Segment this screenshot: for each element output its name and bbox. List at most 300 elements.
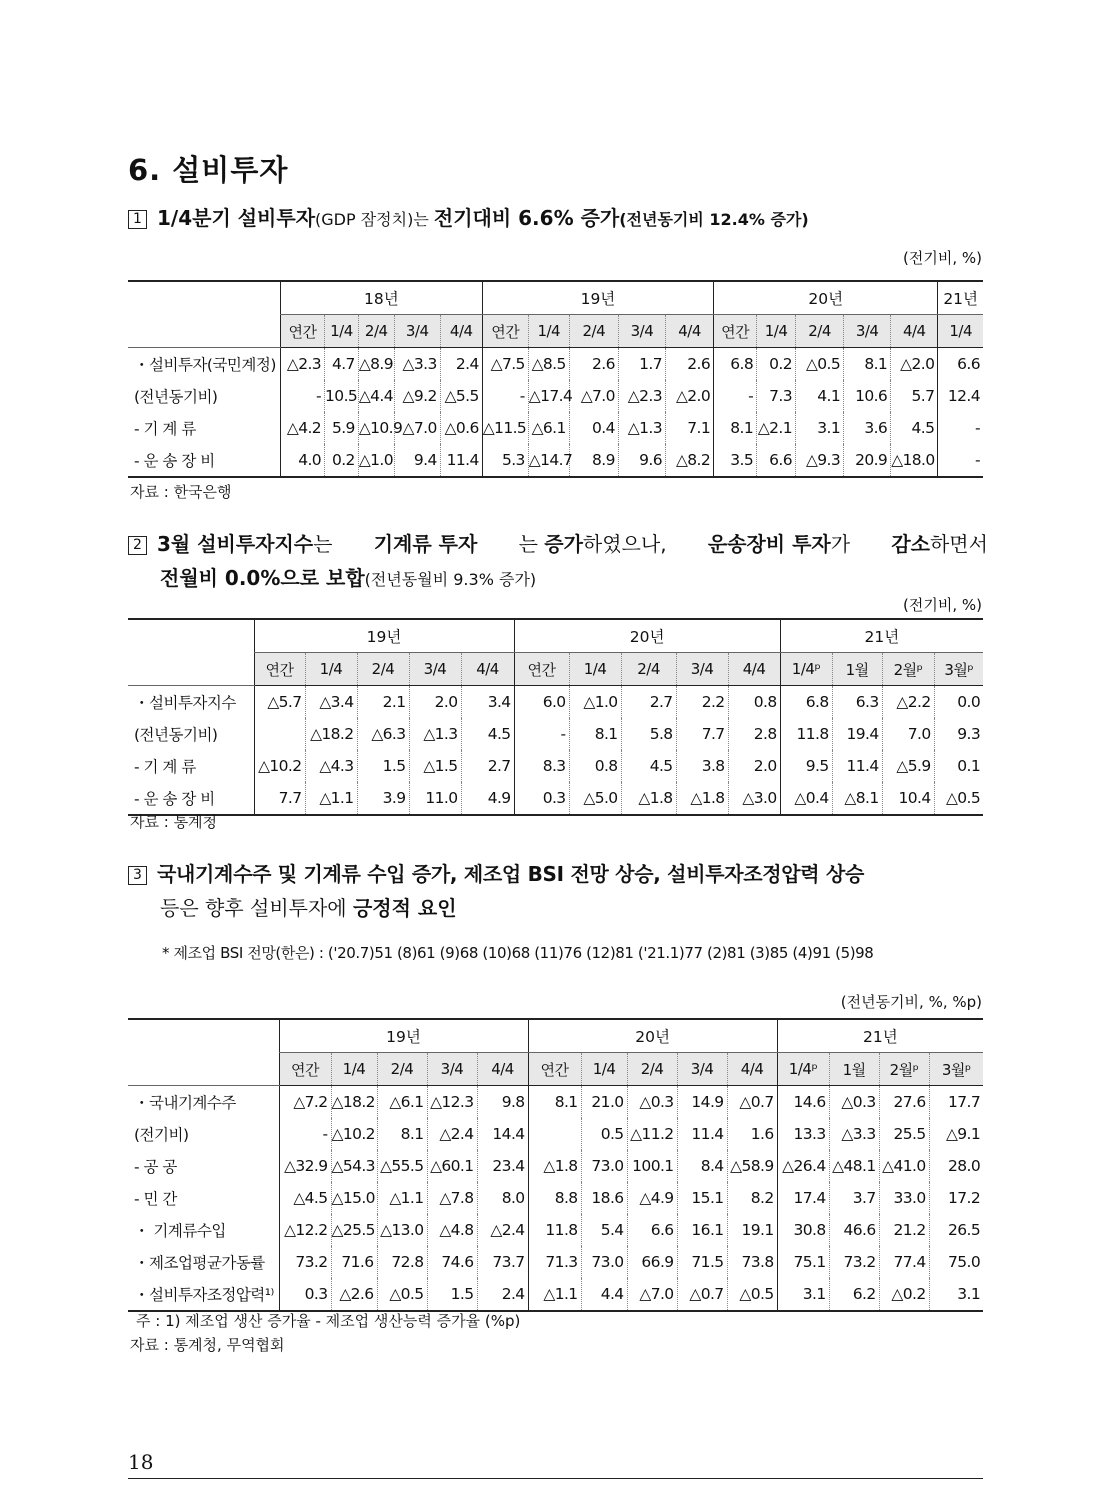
- table-cell: △1.1: [377, 1182, 427, 1214]
- table-cell: 4.5: [621, 750, 676, 782]
- table-cell: △6.3: [357, 718, 409, 750]
- table-cell: 3.6: [844, 412, 891, 444]
- table-cell: △1.1: [305, 782, 357, 815]
- group-header: 21년: [777, 1019, 983, 1053]
- period-header: 3/4: [427, 1053, 477, 1086]
- table-cell: 8.4: [677, 1150, 727, 1182]
- equipment-index-table: [128, 618, 983, 816]
- page-title: 6. 설비투자: [128, 153, 289, 187]
- heading-text: (GDP 잠정치)는: [315, 210, 434, 229]
- table-cell: 0.8: [569, 750, 621, 782]
- group-header: 19년: [482, 281, 713, 315]
- footer-rule: [128, 1478, 983, 1479]
- table-cell: 75.1: [777, 1246, 829, 1278]
- table-cell: △4.5: [279, 1182, 331, 1214]
- group-header: 18년: [281, 281, 483, 315]
- table-cell: 4.0: [281, 444, 325, 477]
- footnote: 주 : 1) 제조업 생산 증가율 - 제조업 생산능력 증가율 (%p): [136, 1312, 521, 1330]
- table-cell: 21.0: [581, 1086, 627, 1119]
- table-cell: 11.4: [677, 1118, 727, 1150]
- table-cell: 0.3: [279, 1278, 331, 1311]
- table-cell: △10.2: [254, 750, 305, 782]
- period-header: 1/4: [581, 1053, 627, 1086]
- table-cell: 9.4: [394, 444, 440, 477]
- table-cell: △60.1: [427, 1150, 477, 1182]
- table-cell: △1.5: [409, 750, 461, 782]
- period-header: 2/4: [627, 1053, 677, 1086]
- heading-bold: (전년동기비 12.4% 증가): [619, 210, 809, 229]
- heading-text: 하였으나,: [582, 532, 667, 556]
- period-header: 3월ᵖ: [934, 653, 983, 686]
- heading-text: (전년동월비 9.3% 증가): [364, 570, 537, 589]
- table-cell: △6.1: [377, 1086, 427, 1119]
- table-cell: 4.5: [461, 718, 514, 750]
- table-cell: 73.2: [829, 1246, 879, 1278]
- row-label: - 공 공: [134, 1158, 177, 1176]
- table-cell: 10.6: [844, 380, 891, 412]
- table-cell: 21.2: [879, 1214, 929, 1246]
- table-cell: 6.6: [627, 1214, 677, 1246]
- table-cell: -: [714, 380, 757, 412]
- heading-bold: 감소: [891, 532, 930, 556]
- table-cell: [528, 1118, 581, 1150]
- table-row: [128, 718, 983, 750]
- table-cell: △5.7: [254, 686, 305, 719]
- table-cell: 9.3: [934, 718, 983, 750]
- table-cell: 10.5: [325, 380, 359, 412]
- group-header: 20년: [514, 619, 780, 653]
- group-header: 21년: [780, 619, 983, 653]
- heading-text: 등은 향후 설비투자에: [160, 896, 353, 920]
- row-label: - 민 간: [134, 1190, 177, 1208]
- table-cell: △7.0: [569, 380, 618, 412]
- heading-bold: 1/4분기 설비투자: [157, 206, 316, 230]
- period-header: 1월: [832, 653, 882, 686]
- table-cell: 2.7: [621, 686, 676, 719]
- section-number-box: 2: [128, 536, 147, 555]
- table-cell: △18.2: [331, 1086, 377, 1119]
- table-cell: 17.7: [929, 1086, 983, 1119]
- table-cell: 46.6: [829, 1214, 879, 1246]
- table-cell: △0.5: [727, 1278, 777, 1311]
- table-cell: △0.6: [440, 412, 482, 444]
- section1-heading: [128, 201, 988, 237]
- table-cell: △1.8: [621, 782, 676, 815]
- table-cell: 74.6: [427, 1246, 477, 1278]
- table-cell: 18.6: [581, 1182, 627, 1214]
- table-cell: △2.1: [757, 412, 796, 444]
- table-cell: △1.0: [569, 686, 621, 719]
- period-header: 3/4: [394, 315, 440, 348]
- table-cell: △7.5: [482, 348, 528, 381]
- table-cell: 71.5: [677, 1246, 727, 1278]
- table-cell: 8.3: [514, 750, 569, 782]
- table-cell: 7.1: [665, 412, 713, 444]
- table-row: [128, 380, 983, 412]
- table-cell: 8.2: [727, 1182, 777, 1214]
- table-cell: 9.5: [780, 750, 832, 782]
- period-header: 4/4: [728, 653, 780, 686]
- table-cell: △10.2: [331, 1118, 377, 1150]
- table-cell: 73.0: [581, 1150, 627, 1182]
- period-header: 2월ᵖ: [879, 1053, 929, 1086]
- table-cell: △0.5: [934, 782, 983, 815]
- table-cell: △9.2: [394, 380, 440, 412]
- table-cell: 0.0: [934, 686, 983, 719]
- group-header: 20년: [714, 281, 938, 315]
- table-cell: 9.8: [477, 1086, 528, 1119]
- period-header: 연간: [482, 315, 528, 348]
- table-cell: 1.6: [727, 1118, 777, 1150]
- table-cell: △2.6: [331, 1278, 377, 1311]
- table-cell: 100.1: [627, 1150, 677, 1182]
- table-cell: 6.3: [832, 686, 882, 719]
- table-row: [128, 412, 983, 444]
- table-cell: 3.1: [929, 1278, 983, 1311]
- table-cell: 8.1: [844, 348, 891, 381]
- table-cell: 2.2: [676, 686, 728, 719]
- table-cell: 8.1: [528, 1086, 581, 1119]
- header-corner: [128, 281, 281, 348]
- header-corner: [128, 1019, 279, 1086]
- table-cell: 7.7: [676, 718, 728, 750]
- table-cell: 4.5: [891, 412, 938, 444]
- table-cell: 5.7: [891, 380, 938, 412]
- table-cell: 3.1: [777, 1278, 829, 1311]
- table-cell: △9.1: [929, 1118, 983, 1150]
- heading-bold: 전기대비 6.6% 증가: [433, 206, 620, 230]
- table-cell: 6.6: [938, 348, 983, 381]
- group-header: 19년: [254, 619, 514, 653]
- leading-indicators-table: [128, 1018, 983, 1312]
- source-note: 자료 : 한국은행: [130, 483, 232, 501]
- row-label: ・ 기계류수입: [134, 1222, 226, 1240]
- table-cell: 14.6: [777, 1086, 829, 1119]
- table-cell: 72.8: [377, 1246, 427, 1278]
- table-cell: △0.7: [677, 1278, 727, 1311]
- table-cell: △0.4: [780, 782, 832, 815]
- period-header: 연간: [714, 315, 757, 348]
- table-cell: 9.6: [618, 444, 665, 477]
- table-cell: 2.7: [461, 750, 514, 782]
- table-cell: 1.5: [427, 1278, 477, 1311]
- table-cell: 23.4: [477, 1150, 528, 1182]
- row-label: ・국내기계수주: [134, 1094, 236, 1112]
- section-number-box: 3: [128, 866, 147, 885]
- header-corner: [128, 619, 254, 686]
- period-header: 1/4: [938, 315, 983, 348]
- heading-bold: 3월 설비투자지수: [157, 532, 314, 556]
- table-cell: △4.2: [281, 412, 325, 444]
- table-cell: 15.1: [677, 1182, 727, 1214]
- period-header: 1/4: [757, 315, 796, 348]
- table-cell: △0.2: [879, 1278, 929, 1311]
- table-cell: 2.0: [728, 750, 780, 782]
- table-cell: △18.2: [305, 718, 357, 750]
- table-cell: 4.1: [796, 380, 844, 412]
- table-cell: 1.7: [618, 348, 665, 381]
- table-cell: △9.3: [796, 444, 844, 477]
- table-cell: △0.5: [377, 1278, 427, 1311]
- table-cell: △3.0: [728, 782, 780, 815]
- table-row: [128, 1118, 983, 1150]
- table-row: [128, 348, 983, 381]
- table-cell: △2.2: [882, 686, 934, 719]
- period-header: 1월: [829, 1053, 879, 1086]
- period-header: 4/4: [665, 315, 713, 348]
- table-cell: 0.1: [934, 750, 983, 782]
- period-header: 4/4: [440, 315, 482, 348]
- table-cell: △3.3: [394, 348, 440, 381]
- table-cell: △0.3: [829, 1086, 879, 1119]
- table-cell: 6.8: [780, 686, 832, 719]
- table-row: [128, 1086, 983, 1119]
- table-cell: 12.4: [938, 380, 983, 412]
- section-number-box: 1: [128, 210, 147, 229]
- row-label: (전년동기비): [134, 726, 218, 744]
- table-cell: △10.9: [358, 412, 394, 444]
- unit-label: (전기비, %): [903, 596, 982, 614]
- table-cell: △0.7: [727, 1086, 777, 1119]
- table-cell: 71.6: [331, 1246, 377, 1278]
- row-label: - 기 계 류: [134, 758, 196, 776]
- table-cell: 19.1: [727, 1214, 777, 1246]
- table-cell: 5.8: [621, 718, 676, 750]
- table-cell: 14.4: [477, 1118, 528, 1150]
- period-header: 1/4: [569, 653, 621, 686]
- equipment-investment-table: [128, 280, 983, 478]
- table-cell: △41.0: [879, 1150, 929, 1182]
- heading-bold: 국내기계수주 및 기계류 수입 증가, 제조업 BSI 전망 상승, 설비투자조정압력 상승: [157, 862, 865, 886]
- row-label: - 운 송 장 비: [128, 782, 254, 815]
- table-cell: △26.4: [777, 1150, 829, 1182]
- table-cell: 2.0: [409, 686, 461, 719]
- table-cell: 19.4: [832, 718, 882, 750]
- table-cell: 6.0: [514, 686, 569, 719]
- table-cell: 16.1: [677, 1214, 727, 1246]
- section2-heading: [128, 527, 988, 597]
- table-cell: △54.3: [331, 1150, 377, 1182]
- table-cell: 8.8: [528, 1182, 581, 1214]
- row-label: ・설비투자지수: [134, 694, 236, 712]
- period-header: 4/4: [891, 315, 938, 348]
- period-header: 연간: [514, 653, 569, 686]
- table-cell: [254, 718, 305, 750]
- table-cell: 0.2: [757, 348, 796, 381]
- table-cell: △5.5: [440, 380, 482, 412]
- period-header: 2/4: [357, 653, 409, 686]
- table-cell: △2.0: [891, 348, 938, 381]
- table-cell: 8.1: [377, 1118, 427, 1150]
- table-cell: 1.5: [357, 750, 409, 782]
- table-cell: 66.9: [627, 1246, 677, 1278]
- table-cell: △12.3: [427, 1086, 477, 1119]
- table-cell: 8.0: [477, 1182, 528, 1214]
- table-cell: 8.9: [569, 444, 618, 477]
- table-cell: △18.0: [891, 444, 938, 477]
- table-row: [128, 444, 983, 477]
- table-row: [128, 1214, 983, 1246]
- group-header: 19년: [279, 1019, 528, 1053]
- period-header: 4/4: [727, 1053, 777, 1086]
- table-cell: 33.0: [879, 1182, 929, 1214]
- table-cell: 13.3: [777, 1118, 829, 1150]
- period-header: 4/4: [477, 1053, 528, 1086]
- table-row: [128, 1278, 983, 1311]
- table-cell: △8.5: [528, 348, 569, 381]
- table-cell: 2.6: [665, 348, 713, 381]
- period-header: 1/4: [331, 1053, 377, 1086]
- table-cell: △2.4: [477, 1214, 528, 1246]
- table-cell: 3.1: [796, 412, 844, 444]
- table-row: [128, 750, 983, 782]
- table-cell: △8.1: [832, 782, 882, 815]
- table-cell: △7.8: [427, 1182, 477, 1214]
- table-cell: 7.3: [757, 380, 796, 412]
- table-cell: 2.4: [440, 348, 482, 381]
- table-cell: △1.8: [528, 1150, 581, 1182]
- table-cell: 73.0: [581, 1246, 627, 1278]
- heading-bold: 긍정적 요인: [352, 896, 457, 920]
- heading-bold: 기계류 투자: [373, 532, 478, 556]
- row-label: ・설비투자조정압력¹⁾: [128, 1278, 279, 1311]
- period-header: 2월ᵖ: [882, 653, 934, 686]
- period-header: 1/4ᵖ: [780, 653, 832, 686]
- period-header: 4/4: [461, 653, 514, 686]
- table-row: [128, 1150, 983, 1182]
- table-cell: △1.3: [618, 412, 665, 444]
- table-cell: 73.7: [477, 1246, 528, 1278]
- period-header: 연간: [281, 315, 325, 348]
- table-row: [128, 1182, 983, 1214]
- table-cell: 3.8: [676, 750, 728, 782]
- table-cell: -: [281, 380, 325, 412]
- table-cell: 0.4: [569, 412, 618, 444]
- table-cell: 11.8: [780, 718, 832, 750]
- table-cell: △4.4: [358, 380, 394, 412]
- source-note: 자료 : 통계청: [130, 813, 218, 831]
- table-cell: △1.1: [528, 1278, 581, 1311]
- table-cell: 6.6: [757, 444, 796, 477]
- table-cell: 2.6: [569, 348, 618, 381]
- table-cell: 6.8: [714, 348, 757, 381]
- row-label: ・제조업평균가동률: [134, 1254, 265, 1272]
- table-cell: 10.4: [882, 782, 934, 815]
- table-cell: 4.7: [325, 348, 359, 381]
- table-cell: 20.9: [844, 444, 891, 477]
- period-header: 연간: [279, 1053, 331, 1086]
- period-header: 3/4: [676, 653, 728, 686]
- table-cell: 17.2: [929, 1182, 983, 1214]
- heading-bold: 전월비 0.0%으로 보합: [160, 566, 365, 590]
- table-cell: △1.8: [676, 782, 728, 815]
- table-cell: 11.4: [440, 444, 482, 477]
- heading-text: 가: [830, 532, 851, 556]
- table-cell: 11.0: [409, 782, 461, 815]
- period-header: 3/4: [618, 315, 665, 348]
- table-cell: △12.2: [279, 1214, 331, 1246]
- table-cell: 11.8: [528, 1214, 581, 1246]
- page-number: 18: [128, 1450, 154, 1474]
- table-cell: △5.0: [569, 782, 621, 815]
- table-cell: 4.4: [581, 1278, 627, 1311]
- table-cell: △11.5: [482, 412, 528, 444]
- row-label: (전년동기비): [134, 388, 218, 406]
- table-cell: 6.2: [829, 1278, 879, 1311]
- table-cell: △17.4: [528, 380, 569, 412]
- table-cell: △1.0: [358, 444, 394, 477]
- period-header: 1/4: [305, 653, 357, 686]
- table-cell: 11.4: [832, 750, 882, 782]
- heading-text: 는: [518, 532, 545, 556]
- table-cell: △3.4: [305, 686, 357, 719]
- table-cell: △32.9: [279, 1150, 331, 1182]
- table-cell: △1.3: [409, 718, 461, 750]
- period-header: 연간: [528, 1053, 581, 1086]
- table-cell: △0.3: [627, 1086, 677, 1119]
- table-cell: 5.3: [482, 444, 528, 477]
- table-cell: 2.4: [477, 1278, 528, 1311]
- table-cell: 2.8: [728, 718, 780, 750]
- table-cell: 3.9: [357, 782, 409, 815]
- table-cell: -: [514, 718, 569, 750]
- table-cell: -: [938, 444, 983, 477]
- period-header: 2/4: [358, 315, 394, 348]
- table-cell: 8.1: [569, 718, 621, 750]
- table-cell: 5.9: [325, 412, 359, 444]
- table-cell: 0.5: [581, 1118, 627, 1150]
- table-cell: △6.1: [528, 412, 569, 444]
- period-header: 3/4: [844, 315, 891, 348]
- table-cell: △55.5: [377, 1150, 427, 1182]
- table-cell: △8.9: [358, 348, 394, 381]
- period-header: 1/4: [528, 315, 569, 348]
- table-cell: 17.4: [777, 1182, 829, 1214]
- unit-label: (전기비, %): [903, 249, 982, 267]
- table-cell: △0.5: [796, 348, 844, 381]
- row-label: - 기 계 류: [134, 420, 196, 438]
- table-cell: △58.9: [727, 1150, 777, 1182]
- table-cell: -: [279, 1118, 331, 1150]
- table-cell: △11.2: [627, 1118, 677, 1150]
- heading-text: 는: [313, 532, 333, 556]
- table-cell: △5.9: [882, 750, 934, 782]
- table-cell: △4.9: [627, 1182, 677, 1214]
- table-cell: 0.3: [514, 782, 569, 815]
- table-cell: 3.4: [461, 686, 514, 719]
- period-header: 1/4: [325, 315, 359, 348]
- row-label: ・설비투자(국민계정): [134, 356, 276, 374]
- period-header: 2/4: [377, 1053, 427, 1086]
- table-cell: △15.0: [331, 1182, 377, 1214]
- table-cell: 75.0: [929, 1246, 983, 1278]
- table-cell: △7.0: [627, 1278, 677, 1311]
- table-cell: △48.1: [829, 1150, 879, 1182]
- period-header: 2/4: [569, 315, 618, 348]
- table-cell: △7.2: [279, 1086, 331, 1119]
- table-cell: 7.0: [882, 718, 934, 750]
- table-cell: -: [938, 412, 983, 444]
- table-cell: 26.5: [929, 1214, 983, 1246]
- table-row: [128, 686, 983, 719]
- table-cell: 30.8: [777, 1214, 829, 1246]
- period-header: 3월ᵖ: [929, 1053, 983, 1086]
- table-cell: 28.0: [929, 1150, 983, 1182]
- table-cell: △2.0: [665, 380, 713, 412]
- table-cell: △2.4: [427, 1118, 477, 1150]
- table-cell: △2.3: [281, 348, 325, 381]
- table-cell: 77.4: [879, 1246, 929, 1278]
